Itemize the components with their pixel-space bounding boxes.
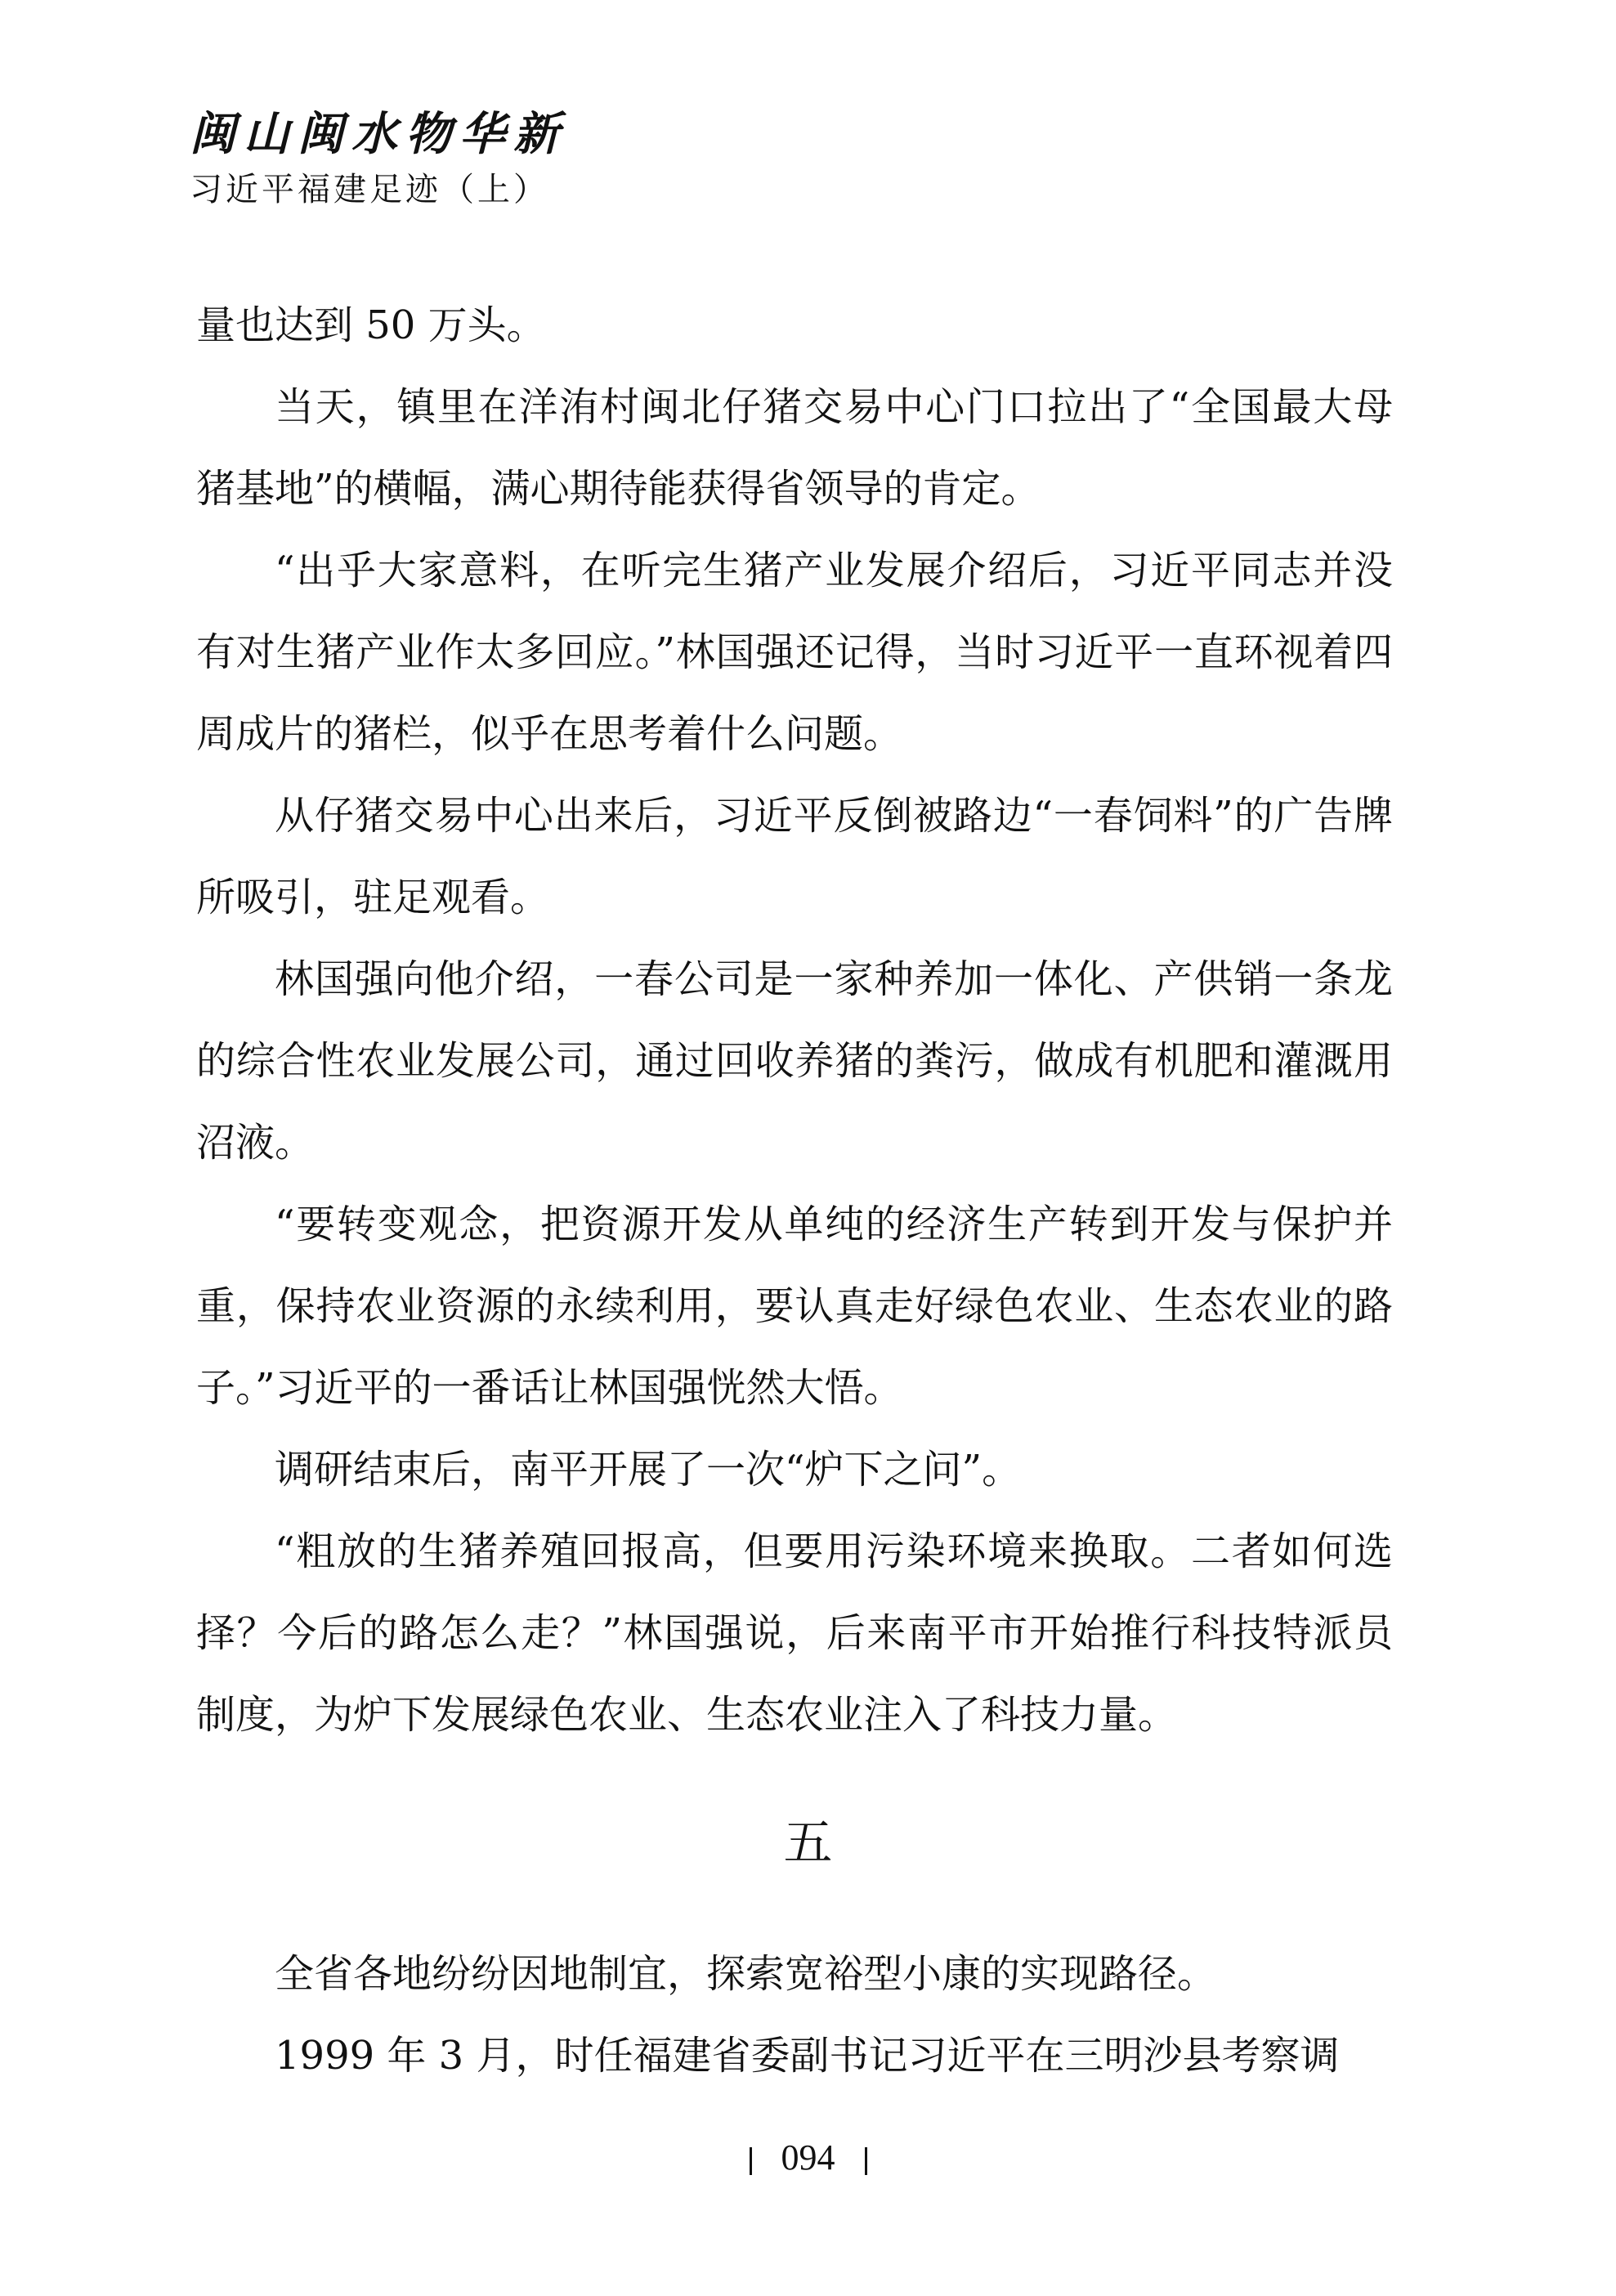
paragraph: 量也达到 50 万头。: [196, 302, 546, 348]
paragraph: 当天，镇里在洋洧村闽北仔猪交易中心门口拉出了“全国最大母猪基地”的横幅，满心期待能获得省领导的肯定。: [196, 384, 1393, 512]
paragraph: 林国强向他介绍，一春公司是一家种养加一体化、产供销一条龙的综合性农业发展公司，通过回收养猪的粪污，做成有机肥和灌溉用沼液。: [196, 956, 1393, 1166]
paragraph: 从仔猪交易中心出来后，习近平反倒被路边“一春饲料”的广告牌所吸引，驻足观看。: [196, 793, 1393, 920]
paragraph: “出乎大家意料，在听完生猪产业发展介绍后，习近平同志并没有对生猪产业作太多回应。”林国强还记得，当时习近平一直环视着四周成片的猪栏，似乎在思考着什么问题。: [196, 548, 1393, 757]
book-subtitle: 习近平福建足迹（上）: [190, 171, 549, 208]
paragraph: “要转变观念，把资源开发从单纯的经济生产转到开发与保护并重，保持农业资源的永续利用，要认真走好绿色农业、生态农业的路子。”习近平的一番话让林国强恍然大悟。: [196, 1202, 1393, 1411]
footer-bar-left: [750, 2147, 752, 2175]
section-text: [196, 1933, 1393, 2097]
page-number: 094: [781, 2137, 835, 2177]
running-header: [190, 105, 567, 213]
paragraph: 1999 年 3 月，时任福建省委副书记习近平在三明沙县考察调: [275, 2033, 1340, 2079]
paragraph: 全省各地纷纷因地制宜，探索宽裕型小康的实现路径。: [275, 1951, 1217, 1997]
book-title: 闽山闽水物华新: [190, 107, 567, 161]
main-text: [196, 284, 1393, 1756]
page-footer: [0, 2133, 1616, 2182]
paragraph: “粗放的生猪养殖回报高，但要用污染环境来换取。二者如何选择？今后的路怎么走？”林国强说，后来南平市开始推行科技特派员制度，为炉下发展绿色农业、生态农业注入了科技力量。: [196, 1528, 1393, 1738]
footer-bar-right: [865, 2147, 867, 2175]
section-heading: 五: [783, 1815, 833, 1872]
paragraph: 调研结束后，南平开展了一次“炉下之问”。: [275, 1447, 1022, 1493]
